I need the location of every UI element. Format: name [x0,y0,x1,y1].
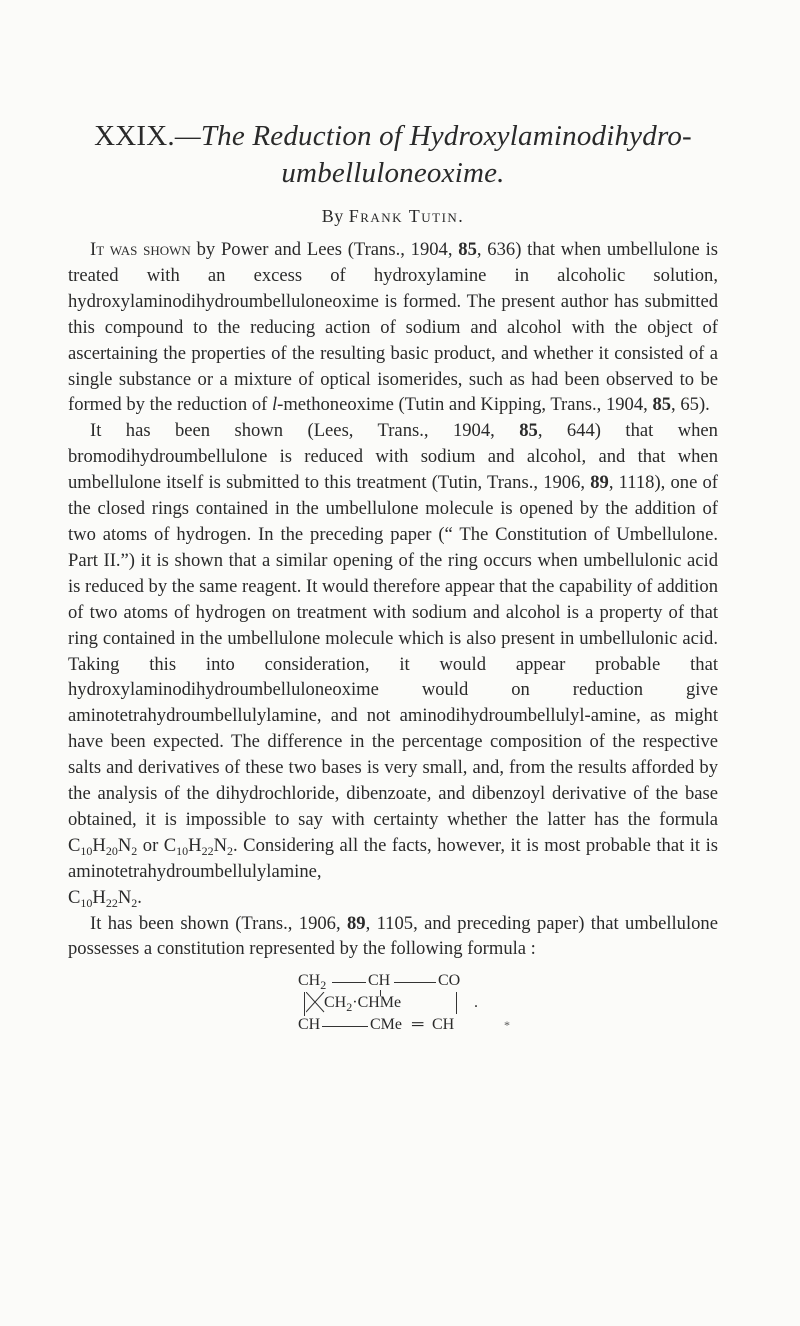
umbellulone-structural-formula: $CH_2$ CH CO $CH_2\cdot CHMe$ . CH CMe ═ CH * [298,972,510,1034]
cross-bond [306,992,326,1014]
paragraph-2: It has been shown (Lees, Trans., 1904, 85, 644) that when bromodihydroumbellulone is reduced with sodium and alcohol, and that when umbellulone itself is submitted to this treatment (Tutin, Trans., 1906, 89, 1118), one of the closed rings contained in the umbellulone molecule is opened by the addition of two atoms of hydrogen. In the preceding paper (“ The Constitution of Umbellulone. Part II.”) it is shown that a similar opening of the ring occurs when umbellulonic acid is reduced by the same reagent. It would therefore appear that the capability of addition of two atoms of hydrogen on treatment with sodium and alcohol is a property of that ring contained in the umbellulone molecule which is also present in umbellulonic acid. Taking this into consideration, it would appear probable that hydroxylaminodihydroumbelluloneoxime would on reduction give aminotetrahydroumbellulylamine, and not aminodihydroumbellulyl-amine, as might have been expected. The difference in the percentage composition of the respective salts and derivatives of these two bases is very small, and, from the results afforded by the analysis of the dihydrochloride, dibenzoate, and dibenzoyl derivative of the base obtained, it is impossible to say with certainty whether the latter has the formula $C_{10}H_{20}N_2$ or $C_{10}H_{22}N_2$. Considering all the facts, however, it is most probable that it is aminotetrahydroumbellulylamine, $C_{10}H_{22}N_2$. [68,420,719,910]
formula-co: CO [438,972,461,990]
paragraph-3: It has been shown (Trans., 1906, 89, 1105, and preceding paper) that umbellulone possesses a constitution represented by the following formula : [68,912,718,960]
formula-ch2-chme: $CH_2\cdot CHMe$ [324,994,402,1015]
author-name: Frank Tutin. [348,206,465,226]
byline: By Frank Tutin. [321,206,465,226]
formula-ch2: $CH_2$ [298,972,327,993]
formula-c10h22n2: $C_{10}H_{22}N_2$ [163,834,234,858]
formula-c10h20n2: $C_{10}H_{20}N_2$ [68,834,138,858]
asterisk-mark: * [504,1018,510,1033]
article-number: XXIX. [94,120,175,152]
formula-ch-top: CH [368,972,391,990]
article-page [68,118,718,1036]
formula-c10h22n2-final: $C_{10}H_{22}N_2$ [68,886,138,910]
formula-cme: CMe [370,1016,402,1034]
title-line-2: umbelluloneoxime. [281,157,505,189]
title-line-1: —The Reduction of Hydroxylaminodihydro- [174,120,692,152]
article-title [68,118,718,192]
paragraph-1: It was shown by Power and Lees (Trans., 1904, 85, 636) that when umbellulone is treated with an excess of hydroxylamine in alcoholic solution, hydroxylaminodihydroumbelluloneoxime is formed. The present author has submitted this compound to the reducing action of sodium and alcohol with the object of ascertaining the properties of the resulting basic product, and whether it consisted of a single substance or a mixture of optical isomerides, such as had been observed to be formed by the reduction of l-methoneoxime (Tutin and Kipping, Trans., 1904, 85, 65). [68,239,718,416]
formula-ch-right: CH [432,1016,455,1034]
formula-ch-bottom: CH [298,1016,321,1034]
